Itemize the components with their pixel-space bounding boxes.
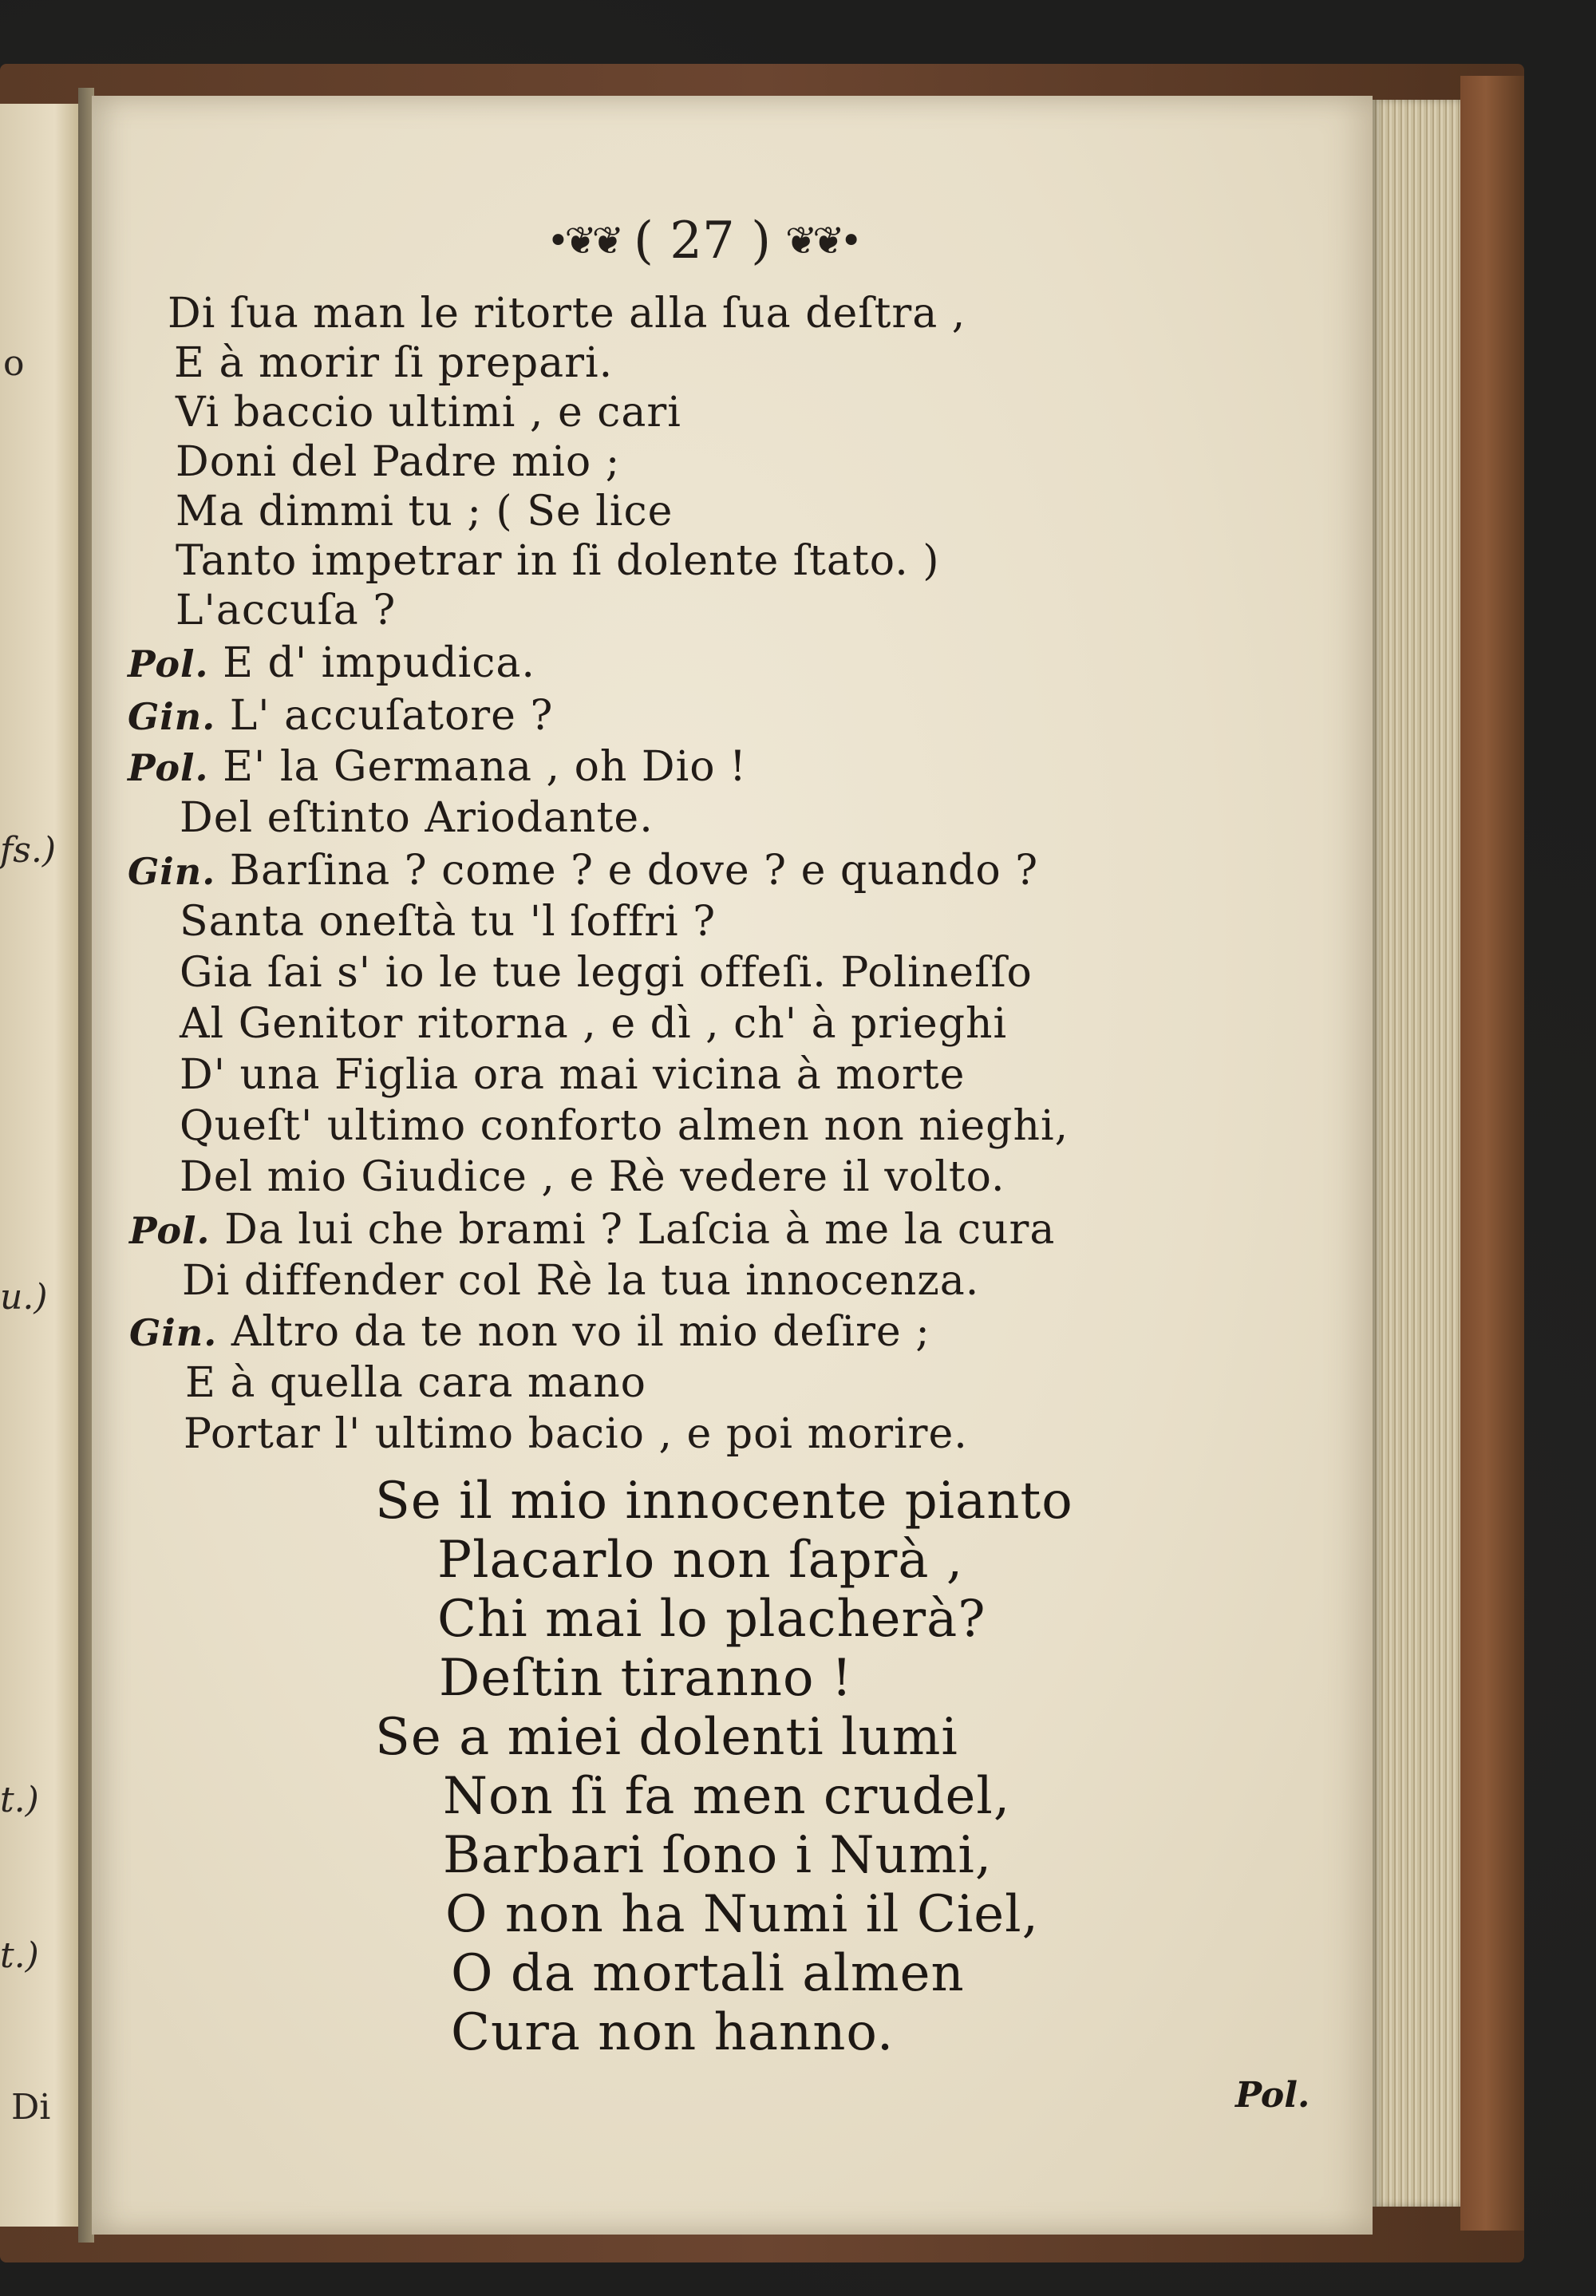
dialogue-line: E à morir ſi prepari. [174,339,614,387]
dialogue-line: Vi baccio ultimi , e cari [176,389,681,437]
aria-line: Placarlo non ſaprà , [437,1531,964,1590]
dialogue-line: Pol. Da lui che brami ? Laſcia à me la cura [129,1206,1056,1254]
dialogue-line: Pol. E' la Germana , oh Dio ! [128,743,747,791]
prev-page-fragment: t.) [0,1935,39,1976]
dialogue-line: D' una Figlia ora mai vicina à morte [180,1051,966,1099]
page-edges [1373,100,1460,2207]
speaker-label: Pol. [129,1209,211,1252]
page-number: ( 27 ) [633,211,772,271]
prev-page-fragment: fs.) [0,830,57,871]
dialogue-line: Pol. E d' impudica. [128,639,535,687]
speaker-label: Gin. [128,850,216,893]
dialogue-line: Del eſtinto Ariodante. [180,794,654,842]
dialogue-line: Gia ſai s' io le tue leggi offeſi. Polineſſo [180,949,1033,997]
dialogue-line: L'accuſa ? [176,587,397,634]
dialogue-line: Al Genitor ritorna , e dì , ch' à prieghi [180,1000,1008,1048]
dialogue-line: Queſt' ultimo conforto almen non nieghi, [180,1102,1069,1150]
ornament-right-icon: ❦❦• [785,219,858,263]
aria-line: Se il mio innocente pianto [375,1472,1073,1531]
dialogue-line: E à quella cara mano [185,1359,646,1407]
dialogue-line: Di diffender col Rè la tua innocenza. [182,1257,980,1305]
cover-edge [1460,76,1524,2231]
catchword: Pol. [1235,2075,1310,2116]
aria-line: Non ſi fa men crudel, [443,1767,1011,1826]
dialogue-line: Del mio Giudice , e Rè vedere il volto. [180,1153,1005,1201]
prev-page-fragment: o [3,343,25,384]
aria-line: O non ha Numi il Ciel, [445,1885,1039,1944]
dialogue-line: Portar l' ultimo bacio , e poi morire. [184,1410,968,1458]
dialogue-line: Gin. L' accuſatore ? [128,692,554,740]
prev-page-fragment: u.) [0,1277,48,1318]
aria-line: Se a miei dolenti lumi [375,1708,958,1767]
aria-line: Barbari ſono i Numi, [443,1826,993,1885]
prev-page-fragment: t.) [0,1780,39,1820]
dialogue-line: Doni del Padre mio ; [176,438,621,486]
speaker-label: Gin. [128,695,216,738]
speaker-label: Pol. [128,642,209,686]
aria-line: Chi mai lo placherà? [437,1590,986,1649]
ornament-left-icon: •❦❦ [547,219,619,263]
prev-page-fragment: Di [11,2087,51,2128]
previous-page [0,104,83,2227]
dialogue-line: Gin. Altro da te non vo il mio deſire ; [129,1308,930,1356]
aria-line: O da mortali almen [451,1944,965,2003]
dialogue-line: Ma dimmi tu ; ( Se lice [176,488,674,535]
dialogue-line: Tanto impetrar in ſi dolente ſtato. ) [176,537,940,585]
dialogue-line: Di ſua man le ritorte alla ſua deſtra , [168,290,966,338]
speaker-label: Gin. [129,1311,218,1354]
dialogue-line: Gin. Barſina ? come ? e dove ? e quando ? [128,847,1039,895]
dialogue-line: Santa oneſtà tu 'l ſoffri ? [180,898,717,946]
aria-line: Deſtin tiranno ! [439,1649,853,1708]
page-header [463,209,942,273]
aria-line: Cura non hanno. [451,2003,895,2062]
speaker-label: Pol. [128,746,209,789]
